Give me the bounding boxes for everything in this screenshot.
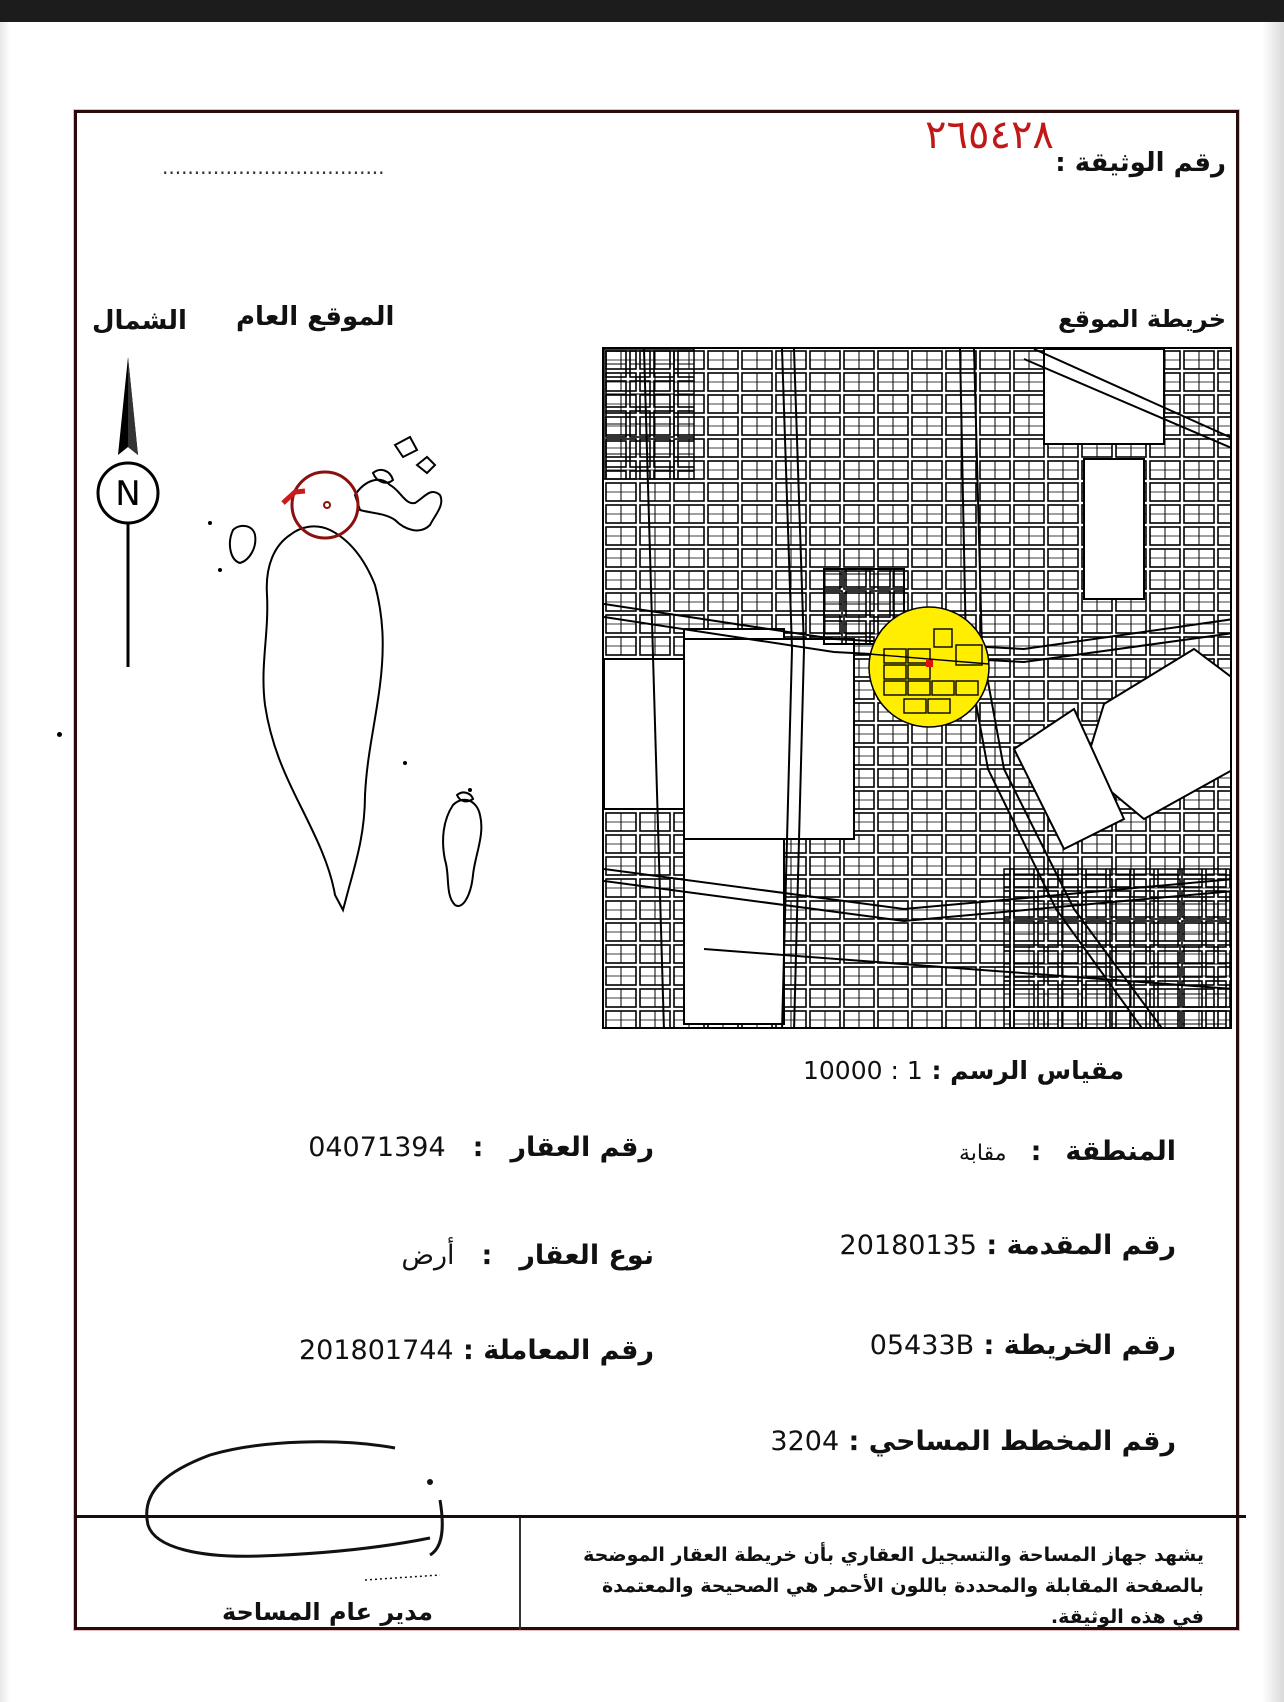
north-letter: N <box>115 474 141 514</box>
survey-plan-label: رقم المخطط المساحي : <box>848 1426 1176 1457</box>
property-type-label: نوع العقار <box>519 1240 654 1271</box>
north-title: الشمال <box>92 306 187 336</box>
property-no-value: 04071394 <box>308 1132 446 1163</box>
map-no-label: رقم الخريطة : <box>983 1330 1176 1361</box>
property-no-field <box>308 1132 654 1163</box>
transaction-no-label: رقم المعاملة : <box>463 1335 654 1366</box>
doc-number-dots: ................................... <box>162 155 385 179</box>
site-map <box>602 347 1232 1029</box>
north-arrow-icon <box>88 355 168 670</box>
scan-edge-left <box>0 22 10 1702</box>
survey-plan-value: 3204 <box>770 1426 840 1457</box>
site-map-title: خريطة الموقع <box>1057 305 1226 333</box>
intro-no-value: 20180135 <box>839 1230 977 1261</box>
director-title: مدير عام المساحة <box>222 1598 433 1626</box>
region-value: مقابة <box>959 1141 1007 1166</box>
footer-column-divider <box>519 1518 521 1630</box>
general-location-title: الموقع العام <box>236 302 395 332</box>
property-no-label: رقم العقار <box>510 1132 654 1163</box>
map-no-value: 05433B <box>869 1330 975 1361</box>
certification-text: يشهد جهاز المساحة والتسجيل العقاري بأن خريطة العقار الموضحة بالصفحة المقابلة والمحددة باللون الأحمر هي الصحيحة والمعتمدة في هذه الوثيقة. <box>583 1544 1204 1628</box>
scale-label: مقياس الرسم : <box>931 1056 1125 1085</box>
doc-number-label: رقم الوثيقة : <box>1055 148 1226 178</box>
scale-value: 1 : 10000 <box>803 1056 923 1085</box>
property-type-field <box>401 1240 654 1271</box>
survey-plan-field <box>770 1426 1176 1457</box>
doc-number-handwritten: ٢٦٥٤٢٨ <box>925 112 1054 158</box>
scale-row <box>803 1056 1124 1085</box>
region-field <box>959 1136 1176 1167</box>
scan-edge-right <box>1262 22 1284 1702</box>
transaction-no-field <box>299 1335 654 1366</box>
general-location-map <box>205 395 545 995</box>
intro-no-label: رقم المقدمة : <box>986 1230 1176 1261</box>
property-no-sep: : <box>472 1132 484 1163</box>
region-sep: : <box>1030 1136 1042 1167</box>
transaction-no-value: 201801744 <box>299 1335 454 1366</box>
property-type-value: أرض <box>401 1240 455 1271</box>
stray-dot <box>57 732 62 737</box>
director-signature <box>140 1430 480 1590</box>
region-label: المنطقة <box>1065 1136 1176 1167</box>
scanner-top-bar <box>0 0 1284 22</box>
intro-no-field <box>840 1230 1176 1261</box>
map-no-field <box>870 1330 1176 1361</box>
property-type-sep: : <box>481 1240 493 1271</box>
